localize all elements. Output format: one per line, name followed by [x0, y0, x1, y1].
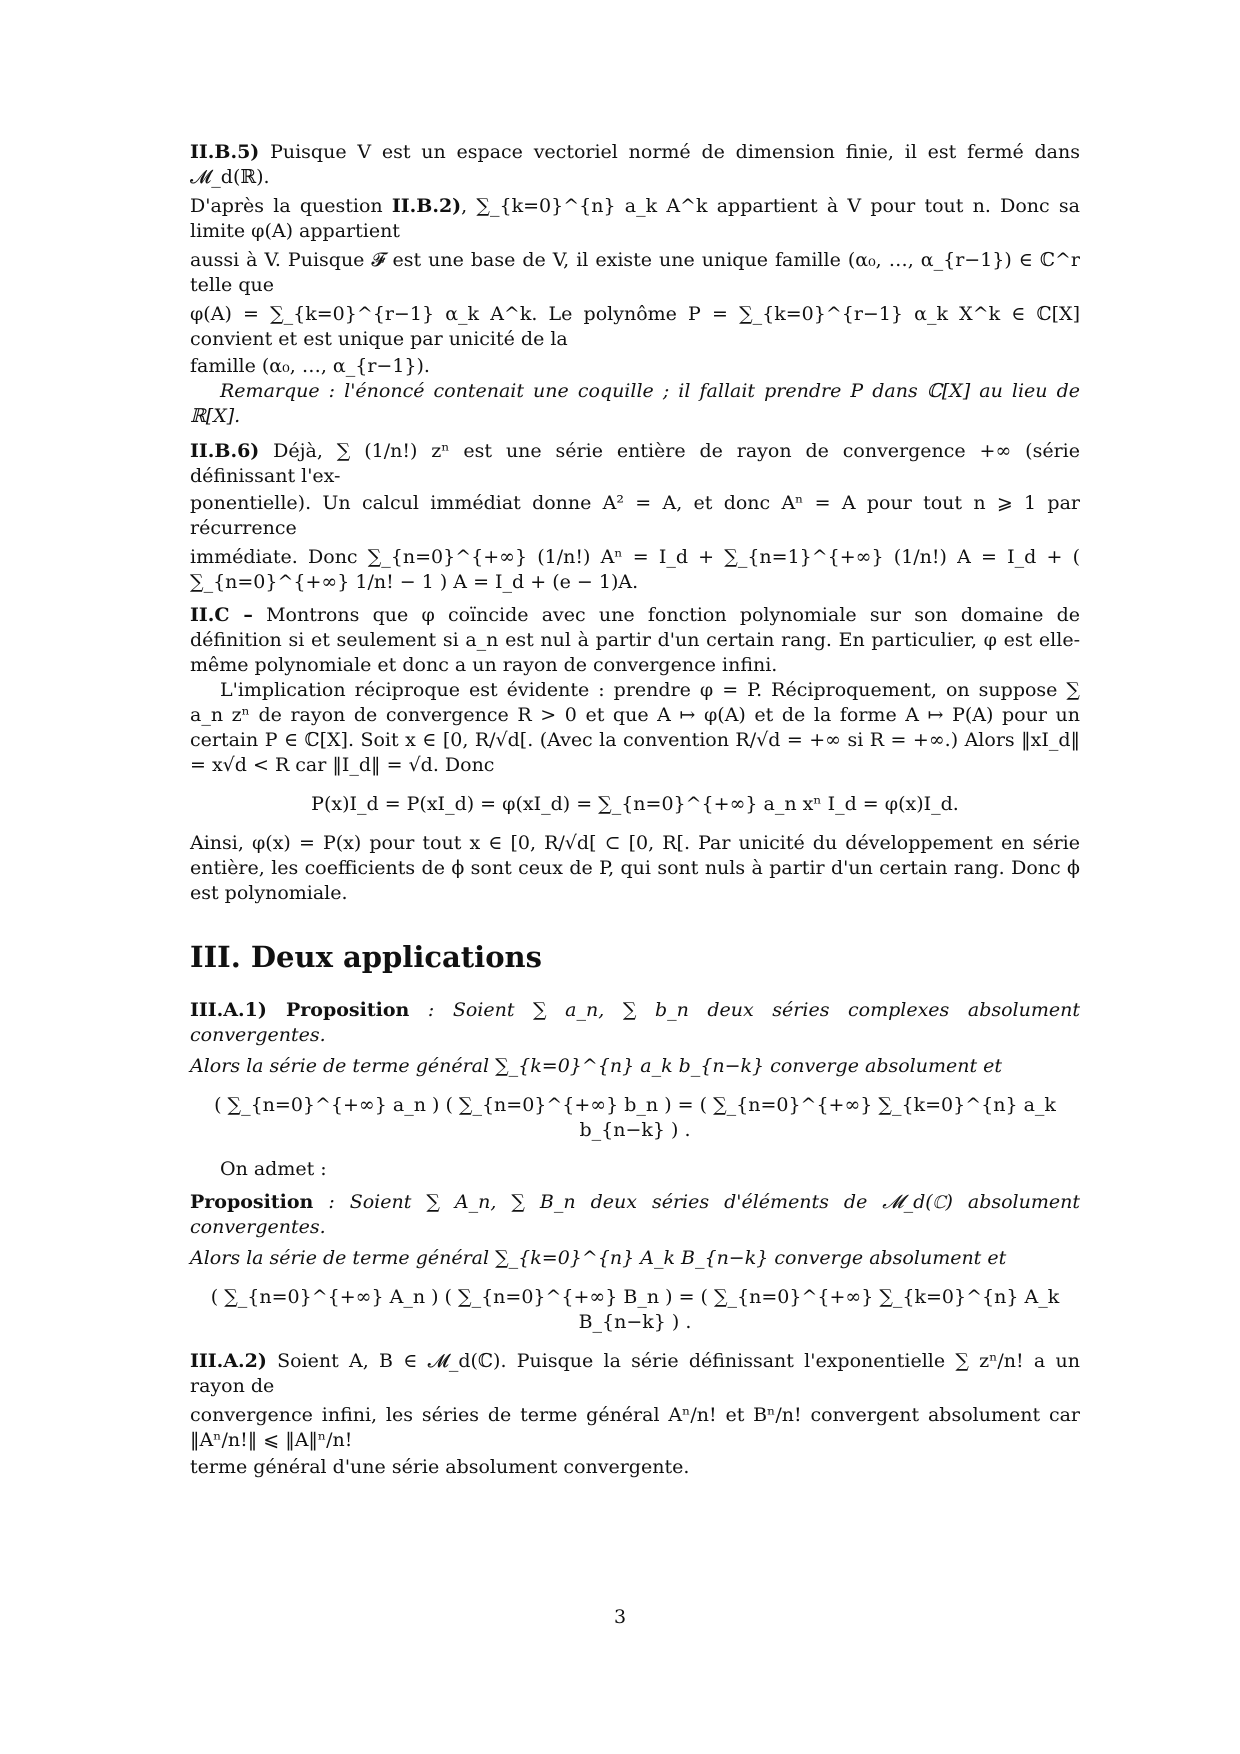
paragraph-iiia1 — [190, 998, 1080, 1182]
prop2-line-2: Alors la série de terme général ∑_{k=0}^{n} A_k B_{n−k} converge absolument et — [190, 1247, 1007, 1269]
prop2-display-equation: ( ∑_{n=0}^{+∞} A_n ) ( ∑_{n=0}^{+∞} B_n ) = ( ∑_{n=0}^{+∞} ∑_{k=0}^{n} A_k B_{n−k} ) . — [210, 1286, 1060, 1333]
label-iic: II.C – — [190, 604, 253, 626]
page-number: 3 — [613, 1606, 627, 1628]
paragraph-iib6 — [190, 439, 1080, 595]
iiia2-line-3: terme général d'une série absolument convergente. — [190, 1456, 690, 1478]
page-body — [190, 140, 1080, 1488]
label-iiia2: III.A.2) — [190, 1350, 267, 1372]
label-iiia1: III.A.1) Proposition — [190, 999, 410, 1021]
iib6-line-3: immédiate. Donc ∑_{n=0}^{+∞} (1/n!) Aⁿ = I_d + ∑_{n=1}^{+∞} (1/n!) A = I_d + ( ∑_{n=0}^{+∞} 1/n! − 1 ) A = I_d + (e − 1)A. — [190, 546, 1080, 593]
iib5-line-4: φ(A) = ∑_{k=0}^{r−1} α_k A^k. Le polynôme P = ∑_{k=0}^{r−1} α_k X^k ∈ ℂ[X] convient et est unique par unicité de la — [190, 303, 1080, 350]
section-title: III. Deux applications — [190, 940, 542, 974]
iib5-line-2a: D'après la question — [190, 195, 392, 217]
iiia1-display-equation: ( ∑_{n=0}^{+∞} a_n ) ( ∑_{n=0}^{+∞} b_n ) = ( ∑_{n=0}^{+∞} ∑_{k=0}^{n} a_k b_{n−k} ) . — [214, 1094, 1056, 1141]
iib6-line-2: ponentielle). Un calcul immédiat donne A² = A, et donc Aⁿ = A pour tout n ⩾ 1 par récurrence — [190, 492, 1080, 539]
label-iib6: II.B.6) — [190, 440, 260, 462]
iib5-line-3: aussi à V. Puisque 𝓕 est une base de V, il existe une unique famille (α₀, …, α_{r−1}) ∈ ℂ^r telle que — [190, 249, 1080, 296]
prop2-line-1: : Soient ∑ A_n, ∑ B_n deux séries d'éléments de 𝓜_d(ℂ) absolument convergentes. — [190, 1191, 1080, 1238]
iiia2-line-2: convergence infini, les séries de terme général Aⁿ/n! et Bⁿ/n! convergent absolument car ‖Aⁿ/n!‖ ⩽ ‖A‖ⁿ/n! — [190, 1404, 1080, 1451]
iib5-line-2b: , ∑_{k=0}^{n} a_k A^k appartient à V pour tout n. Donc sa limite φ(A) appartient — [190, 195, 1080, 242]
paragraph-iic — [190, 603, 1080, 906]
iiia1-line-1: : Soient ∑ a_n, ∑ b_n deux séries complexes absolument convergentes. — [190, 999, 1080, 1046]
iic-line-2: L'implication réciproque est évidente : prendre φ = P. Réciproquement, on suppose ∑ a_n zⁿ de rayon de convergence R > 0 et que A ↦ φ(A) et de la forme A ↦ P(A) pour un certain P ∈ ℂ[X]. Soit x ∈ [0, R/√d[. (Avec la convention R/√d = +∞ si R = +∞.) Alors ‖xI_d‖ = x√d < R car ‖I_d‖ = √d. Donc — [190, 679, 1080, 776]
iib5-line-1: Puisque V est un espace vectoriel normé de dimension finie, il est fermé dans 𝓜_d(ℝ). — [190, 141, 1080, 188]
iiia1-line-2: Alors la série de terme général ∑_{k=0}^{n} a_k b_{n−k} converge absolument et — [190, 1055, 1003, 1077]
iib5-line-5: famille (α₀, …, α_{r−1}). — [190, 355, 430, 377]
paragraph-iib5 — [190, 140, 1080, 429]
label-proposition: Proposition — [190, 1191, 314, 1213]
iic-line-3: Ainsi, φ(x) = P(x) pour tout x ∈ [0, R/√d[ ⊂ [0, R[. Par unicité du développement en série entière, les coefficients de ϕ sont ceux de P, qui sont nuls à partir d'un certain rang. Donc ϕ est polynomiale. — [190, 832, 1080, 904]
paragraph-iiia2 — [190, 1349, 1080, 1480]
iic-display-equation: P(x)I_d = P(xI_d) = φ(xI_d) = ∑_{n=0}^{+∞} a_n xⁿ I_d = φ(x)I_d. — [311, 793, 959, 815]
admit-line: On admet : — [220, 1158, 327, 1180]
iib5-remark: Remarque : l'énoncé contenait une coquille ; il fallait prendre P dans ℂ[X] au lieu de ℝ[X]. — [190, 380, 1080, 427]
label-iib5: II.B.5) — [190, 141, 260, 163]
iib6-line-1: Déjà, ∑ (1/n!) zⁿ est une série entière de rayon de convergence +∞ (série définissant l'ex- — [190, 440, 1080, 487]
iic-line-1: Montrons que φ coïncide avec une fonction polynomiale sur son domaine de définition si et seulement si a_n est nul à partir d'un certain rang. En particulier, φ est elle-même polynomiale et donc a un rayon de convergence infini. — [190, 604, 1080, 676]
iiia2-line-1: Soient A, B ∈ 𝓜_d(ℂ). Puisque la série définissant l'exponentielle ∑ zⁿ/n! a un rayon de — [190, 1350, 1080, 1397]
iib5-ref: II.B.2) — [391, 195, 462, 217]
paragraph-proposition-matrices — [190, 1190, 1080, 1335]
